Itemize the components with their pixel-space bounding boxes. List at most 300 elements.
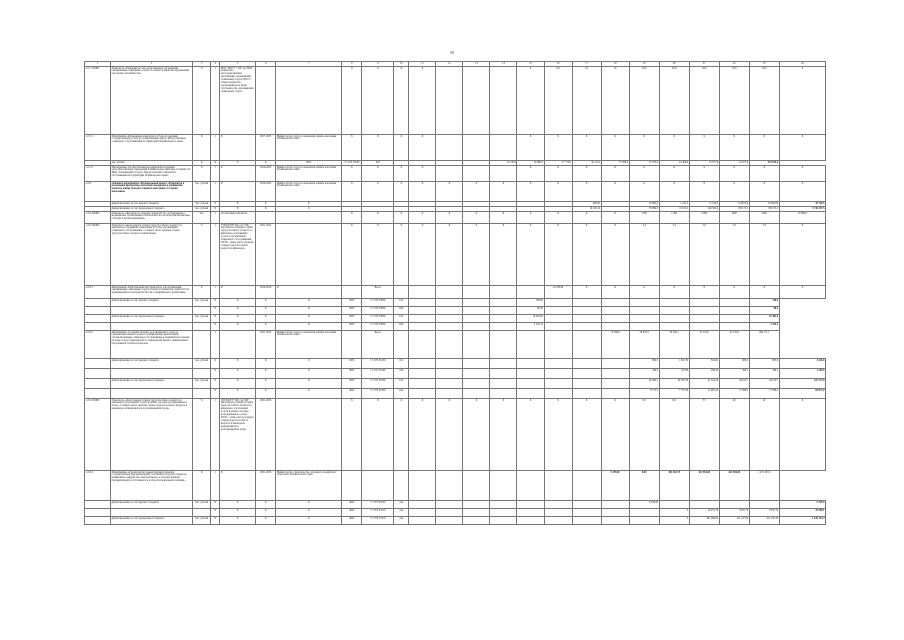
table-cell — [276, 67, 342, 135]
table-cell: Х — [276, 202, 342, 207]
table-cell: тыс. рублей — [193, 379, 211, 389]
table-cell: 46 505,30 — [659, 379, 689, 389]
table-cell — [517, 286, 544, 299]
table-cell — [490, 517, 517, 525]
table-cell: Х — [256, 389, 276, 399]
table-cell: Х — [256, 323, 276, 331]
table-cell: 1 — [211, 331, 220, 359]
table-cell — [409, 369, 436, 379]
table-cell: Х — [342, 67, 362, 135]
table-cell — [689, 315, 719, 323]
table-cell — [572, 509, 601, 517]
table-cell: Х — [362, 135, 394, 161]
table-cell — [463, 166, 490, 182]
table-cell: % — [193, 399, 211, 471]
column-number: 1 — [85, 62, 111, 67]
table-cell: Х — [659, 286, 689, 299]
table-cell: Х — [572, 166, 601, 182]
table-cell: Х — [601, 224, 629, 286]
table-cell: 338,60 — [517, 299, 544, 307]
table-cell: Х — [211, 517, 220, 525]
table-cell: ГДУ/ОГДУ*100, где ГДУ - численность граждан старше трудоспособного возраста и инвалидов, получающих услуги в рамках системы долговременного ухода; ОГДУ - общее число граждан старше трудоспособного возраста и инвалидов, нуждающихся в долговременном уходе — [220, 399, 256, 471]
table-cell: 10 983,00 — [719, 202, 749, 207]
table-cell: 16 — [601, 67, 629, 135]
column-number: 16 — [544, 62, 572, 67]
table-cell: Х — [220, 369, 256, 379]
table-cell: Х — [276, 509, 342, 517]
table-cell — [436, 315, 463, 323]
table-cell: Х — [211, 509, 220, 517]
table-cell: Х — [779, 67, 825, 135]
table-cell — [490, 286, 517, 299]
table-cell: 983,9 — [749, 359, 779, 369]
table-cell: Министерство труда и социальной защиты населения Забайкальского края — [276, 166, 342, 182]
table-cell — [85, 509, 111, 517]
table-cell: Х — [220, 501, 256, 509]
row-code: 1.2.8.3. — [85, 471, 111, 501]
table-cell: Х — [601, 135, 629, 161]
table-cell: 138 175,1 — [749, 207, 779, 212]
table-cell: 612 — [394, 299, 409, 307]
table-cell: Х — [463, 212, 490, 224]
table-cell: 17 2 P3 52930 — [362, 315, 394, 323]
table-cell — [463, 389, 490, 399]
table-cell — [409, 323, 436, 331]
table-cell: Х — [211, 369, 220, 379]
table-cell — [193, 307, 211, 315]
table-cell — [544, 501, 572, 509]
table-cell: 6,8 — [544, 67, 572, 135]
table-cell: Х — [544, 399, 572, 471]
table-cell: 436,5 — [629, 369, 659, 379]
table-cell — [719, 315, 749, 323]
table-cell — [409, 315, 436, 323]
table-cell: Х — [779, 182, 825, 202]
table-cell: Х — [409, 212, 436, 224]
table-cell: Х — [463, 224, 490, 286]
table-cell — [193, 509, 211, 517]
table-cell: Х — [779, 399, 825, 471]
table-cell: 1 — [211, 286, 220, 299]
table-cell: 1 — [211, 182, 220, 202]
table-cell: Всего — [362, 331, 394, 359]
table-cell — [463, 501, 490, 509]
table-cell — [256, 67, 276, 135]
table-cell: 288,10 — [689, 369, 719, 379]
table-cell: 17 2 P3 55040 — [342, 161, 362, 166]
table-cell — [629, 509, 659, 517]
financing-label: тыс. рублей — [111, 161, 193, 166]
table-cell — [85, 379, 111, 389]
table-cell: Х — [220, 471, 256, 501]
table-cell: 10 982,4 — [629, 202, 659, 207]
table-cell: Всего — [362, 286, 394, 299]
table-cell — [490, 331, 517, 359]
column-number: 17 — [572, 62, 601, 67]
table-cell: 2400 — [749, 212, 779, 224]
table-cell: 17 2 P3 51630 — [362, 389, 394, 399]
table-cell: 17 2 P3 52930 — [362, 299, 394, 307]
table-cell: Х — [409, 166, 436, 182]
table-cell — [490, 379, 517, 389]
table-cell — [276, 224, 342, 286]
financing-label: финансирование за счет федерального бюджета — [111, 517, 193, 525]
financing-label: финансирование за счет краевого бюджета — [111, 299, 193, 307]
column-number: 7 — [276, 62, 342, 67]
table-row — [85, 135, 826, 161]
column-number: 11 — [409, 62, 436, 67]
table-cell: 37 489,9 — [601, 161, 629, 166]
table-cell — [436, 286, 463, 299]
table-cell: Х — [659, 182, 689, 202]
table-cell: 4 526,8 — [779, 359, 825, 369]
table-cell — [409, 359, 436, 369]
table-cell: Х — [256, 315, 276, 323]
row-code: 1.2.7. ПОМ1 — [85, 67, 111, 135]
table-cell: 40 — [749, 399, 779, 471]
table-cell: тыс. рублей — [193, 359, 211, 369]
table-cell — [572, 517, 601, 525]
table-cell — [490, 315, 517, 323]
table-cell: 9 359,60 — [629, 501, 659, 509]
table-cell — [517, 379, 544, 389]
table-cell: 398,1 — [719, 369, 749, 379]
table-cell: 1 — [211, 135, 220, 161]
row-title: Мероприятие «Строительство (реконструкция) объектов государственной (муниципальной) собственности и (или) объектов недвижимого имущества, приобретаемого в государственную (муниципальную) собственность в области социальной политики» — [111, 471, 193, 501]
table-cell: Х — [436, 212, 463, 224]
table-cell: 622 — [394, 323, 409, 331]
table-cell: 17 2 P3 52210 — [362, 517, 394, 525]
table-cell: 11 195,2 — [689, 202, 719, 207]
financing-label — [111, 307, 193, 315]
table-cell: 9 637,70 — [719, 509, 749, 517]
table-cell: Х — [211, 161, 220, 166]
table-cell: Министерство труда и социальной защиты населения Забайкальского края — [276, 182, 342, 202]
table-cell: Х — [256, 369, 276, 379]
table-cell: УТБ/ОУТБ*100, где УТБ - численность граждан старше трудоспособного возраста и инвалидов, получивших услуги в организациях социального обслуживания; ОУТБ - общее число граждан старше трудоспособного возраста и инвалидов — [220, 224, 256, 286]
table-cell: Х — [256, 379, 276, 389]
table-cell — [629, 323, 659, 331]
table-cell: 17 2 P3 52930 — [362, 323, 394, 331]
table-cell: Х — [436, 182, 463, 202]
row-code: 1.2.7.2. — [85, 166, 111, 182]
column-number: 10 — [394, 62, 409, 67]
table-cell — [342, 331, 362, 359]
table-cell: Х — [463, 182, 490, 202]
table-cell — [394, 471, 409, 501]
table-cell: Х — [193, 161, 211, 166]
table-cell — [85, 323, 111, 331]
table-cell: абсолютный показатель — [220, 212, 256, 224]
table-cell: 7 752,30 — [659, 389, 689, 399]
table-cell: 16,8 — [719, 67, 749, 135]
table-cell: 3 345,10 — [517, 323, 544, 331]
table-cell — [601, 509, 629, 517]
table-body — [85, 62, 826, 525]
table-cell: 1 — [211, 224, 220, 286]
table-cell: чел. — [193, 212, 211, 224]
table-cell — [463, 323, 490, 331]
table-cell: Х — [211, 207, 220, 212]
table-cell — [342, 471, 362, 501]
financing-row — [85, 307, 826, 315]
table-cell: 622 — [394, 389, 409, 399]
table-row — [85, 182, 826, 202]
table-cell — [719, 299, 749, 307]
table-cell: 0003 — [342, 501, 362, 509]
table-cell — [436, 67, 463, 135]
table-row — [85, 331, 826, 359]
column-number: 15 — [517, 62, 544, 67]
table-cell: 0005 — [342, 359, 362, 369]
table-cell: Х — [220, 207, 256, 212]
table-cell: Х — [544, 224, 572, 286]
table-cell: 0005 — [276, 161, 342, 166]
table-cell: Х — [409, 399, 436, 471]
table-cell: 17 2 P3 52930 — [362, 307, 394, 315]
financing-row — [85, 517, 826, 525]
table-cell: Х — [394, 135, 409, 161]
table-cell: 2021-2025 — [256, 471, 276, 501]
table-cell: Х — [517, 166, 544, 182]
table-cell — [193, 389, 211, 399]
financing-row — [85, 315, 826, 323]
table-cell: тыс. рублей — [193, 315, 211, 323]
financing-row — [85, 369, 826, 379]
table-cell: 38 866,3 — [629, 207, 659, 212]
table-cell: Х — [572, 135, 601, 161]
table-cell — [490, 307, 517, 315]
table-cell: Х — [193, 471, 211, 501]
table-cell — [409, 379, 436, 389]
table-cell — [436, 379, 463, 389]
table-cell — [601, 323, 629, 331]
table-cell: Х — [409, 182, 436, 202]
table-cell: Х — [362, 399, 394, 471]
table-cell — [490, 67, 517, 135]
table-cell: % — [193, 67, 211, 135]
column-number: 4 — [211, 62, 220, 67]
financing-row — [85, 389, 826, 399]
table-cell: Х — [659, 135, 689, 161]
table-cell: Х — [220, 323, 256, 331]
column-number: 19 — [629, 62, 659, 67]
table-cell — [517, 471, 544, 501]
table-cell — [276, 399, 342, 471]
table-cell — [436, 509, 463, 517]
table-cell: Х — [517, 224, 544, 286]
table-cell: 612 — [394, 359, 409, 369]
table-cell: Х — [601, 286, 629, 299]
table-cell — [544, 299, 572, 307]
column-number: 14 — [490, 62, 517, 67]
table-cell: Х — [211, 299, 220, 307]
table-cell — [659, 501, 689, 509]
table-cell: Х — [572, 286, 601, 299]
table-cell: 222 713,9 — [779, 379, 825, 389]
table-cell: Х — [211, 389, 220, 399]
column-number: 2 — [111, 62, 193, 67]
column-number: 23 — [749, 62, 779, 67]
table-cell — [517, 389, 544, 399]
table-cell — [689, 323, 719, 331]
table-cell: Х — [276, 286, 342, 299]
table-cell: Х — [256, 207, 276, 212]
table-cell — [689, 501, 719, 509]
row-code: 1.2.8. ПОМ1 — [85, 212, 111, 224]
table-cell — [544, 369, 572, 379]
financing-row — [85, 299, 826, 307]
table-cell — [463, 286, 490, 299]
column-number: 24 — [779, 62, 825, 67]
table-cell: 45 728,9 — [779, 202, 825, 207]
column-number: 9 — [362, 62, 394, 67]
table-cell: Х — [409, 135, 436, 161]
table-cell — [436, 323, 463, 331]
column-number: 13 — [463, 62, 490, 67]
table-cell — [601, 299, 629, 307]
row-code: 1.2.8. — [85, 182, 111, 202]
table-cell: Х — [689, 135, 719, 161]
financing-label — [111, 323, 193, 331]
table-cell — [463, 517, 490, 525]
table-cell: Х — [629, 182, 659, 202]
table-cell: 17 2 P3 S0220 — [362, 501, 394, 509]
table-cell: Х — [629, 166, 659, 182]
table-cell — [409, 517, 436, 525]
table-cell — [719, 501, 749, 509]
table-cell: Х — [517, 67, 544, 135]
table-cell — [85, 517, 111, 525]
table-cell — [719, 323, 749, 331]
table-cell: 17 2 P3 S5210 — [362, 509, 394, 517]
table-cell: 146 563,4 — [689, 207, 719, 212]
table-row — [85, 224, 826, 286]
table-cell: Х — [362, 224, 394, 286]
table-cell — [85, 359, 111, 369]
table-cell — [463, 379, 490, 389]
table-cell: 1 — [211, 399, 220, 471]
table-cell: 10 808,0 — [779, 212, 825, 224]
table-cell: 16,8 — [629, 67, 659, 135]
table-cell: Х — [572, 212, 601, 224]
table-cell: Х — [256, 501, 276, 509]
table-cell — [572, 359, 601, 369]
table-cell — [517, 369, 544, 379]
table-cell: 0005 — [342, 389, 362, 399]
table-cell: 431 984,00 — [689, 471, 719, 501]
table-cell: Министерство труда и социальной защиты населения Забайкальского края — [276, 331, 342, 359]
financing-label — [111, 369, 193, 379]
table-cell — [544, 509, 572, 517]
table-cell: 0 — [659, 509, 689, 517]
row-title: Основное мероприятие «Региональный проект «Разработка и реализация программы системной поддержки и повышения качества жизни граждан старшего поколения «Старшее поколение» — [111, 182, 193, 202]
table-cell: 0005 — [342, 307, 362, 315]
table-cell: Х — [220, 307, 256, 315]
table-cell: Х — [220, 202, 256, 207]
table-cell — [659, 299, 689, 307]
table-cell: Х — [394, 224, 409, 286]
row-code: 1.2.8.1. — [85, 286, 111, 299]
row-code: 1.2.8. ПОМ3 — [85, 399, 111, 471]
table-cell — [490, 166, 517, 182]
table-cell — [689, 299, 719, 307]
financing-row — [85, 509, 826, 517]
table-cell — [436, 471, 463, 501]
table-cell — [409, 286, 436, 299]
table-cell — [463, 471, 490, 501]
table-cell — [193, 369, 211, 379]
table-cell: Х — [749, 182, 779, 202]
table-cell: Х — [220, 509, 256, 517]
table-cell: 2400 — [719, 212, 749, 224]
table-cell: Х — [276, 307, 342, 315]
table-cell — [601, 501, 629, 509]
table-row — [85, 67, 826, 135]
financing-row — [85, 359, 826, 369]
table-cell: Х — [342, 224, 362, 286]
table-cell: 0005 — [342, 379, 362, 389]
table-cell: Х — [220, 389, 256, 399]
table-cell: Х — [572, 182, 601, 202]
table-cell: 16,8 — [749, 67, 779, 135]
column-number: 5 — [220, 62, 256, 67]
table-cell: Министерство строительства, дорожного хозяйства и транспорта Забайкальского края — [276, 471, 342, 501]
table-cell — [544, 471, 572, 501]
table-cell: 1 601,79 — [659, 359, 689, 369]
table-cell: 237,90 — [659, 369, 689, 379]
table-cell: Х — [276, 389, 342, 399]
table-cell: Х — [749, 286, 779, 299]
row-title: Мероприятие «Приобретение автотранспорта для организаций, оказывающих социальные услуги в целях доставки лиц старше 65 лет, проживающих в сельской местности, в медицинские организации» — [111, 286, 193, 299]
table-cell — [85, 501, 111, 509]
table-cell — [409, 501, 436, 509]
table-cell: Х — [779, 135, 825, 161]
table-cell — [601, 389, 629, 399]
table-cell: Х — [362, 166, 394, 182]
table-cell: 35 — [689, 399, 719, 471]
table-cell: 2021-2025 — [256, 399, 276, 471]
table-cell: 88,2 — [749, 307, 779, 315]
table-cell: 19 520,10 — [572, 207, 601, 212]
table-cell: 16,8 — [659, 67, 689, 135]
table-cell: Х — [276, 359, 342, 369]
table-row — [85, 471, 826, 501]
table-cell: Х — [276, 369, 342, 379]
table-cell: 17 2 P3 51630 — [362, 369, 394, 379]
table-cell: Х — [719, 166, 749, 182]
table-cell: Х — [276, 517, 342, 525]
table-cell — [544, 389, 572, 399]
table-cell: 0005 — [342, 369, 362, 379]
table-cell: 60 073,0 — [779, 389, 825, 399]
table-cell — [544, 315, 572, 323]
table-cell: Х — [220, 315, 256, 323]
table-cell: 5,0 — [689, 224, 719, 286]
table-cell — [544, 331, 572, 359]
table-cell: Х — [256, 517, 276, 525]
table-cell: 38 980,8 — [517, 161, 544, 166]
table-cell: Х — [276, 501, 342, 509]
table-cell: Х — [211, 359, 220, 369]
table-cell: Х — [211, 501, 220, 509]
table-cell: Х — [517, 212, 544, 224]
table-cell — [629, 315, 659, 323]
table-cell: 43 155,6 — [719, 331, 749, 359]
table-cell: 254 670,0 — [749, 161, 779, 166]
table-cell: % — [193, 224, 211, 286]
table-cell: Х — [601, 212, 629, 224]
